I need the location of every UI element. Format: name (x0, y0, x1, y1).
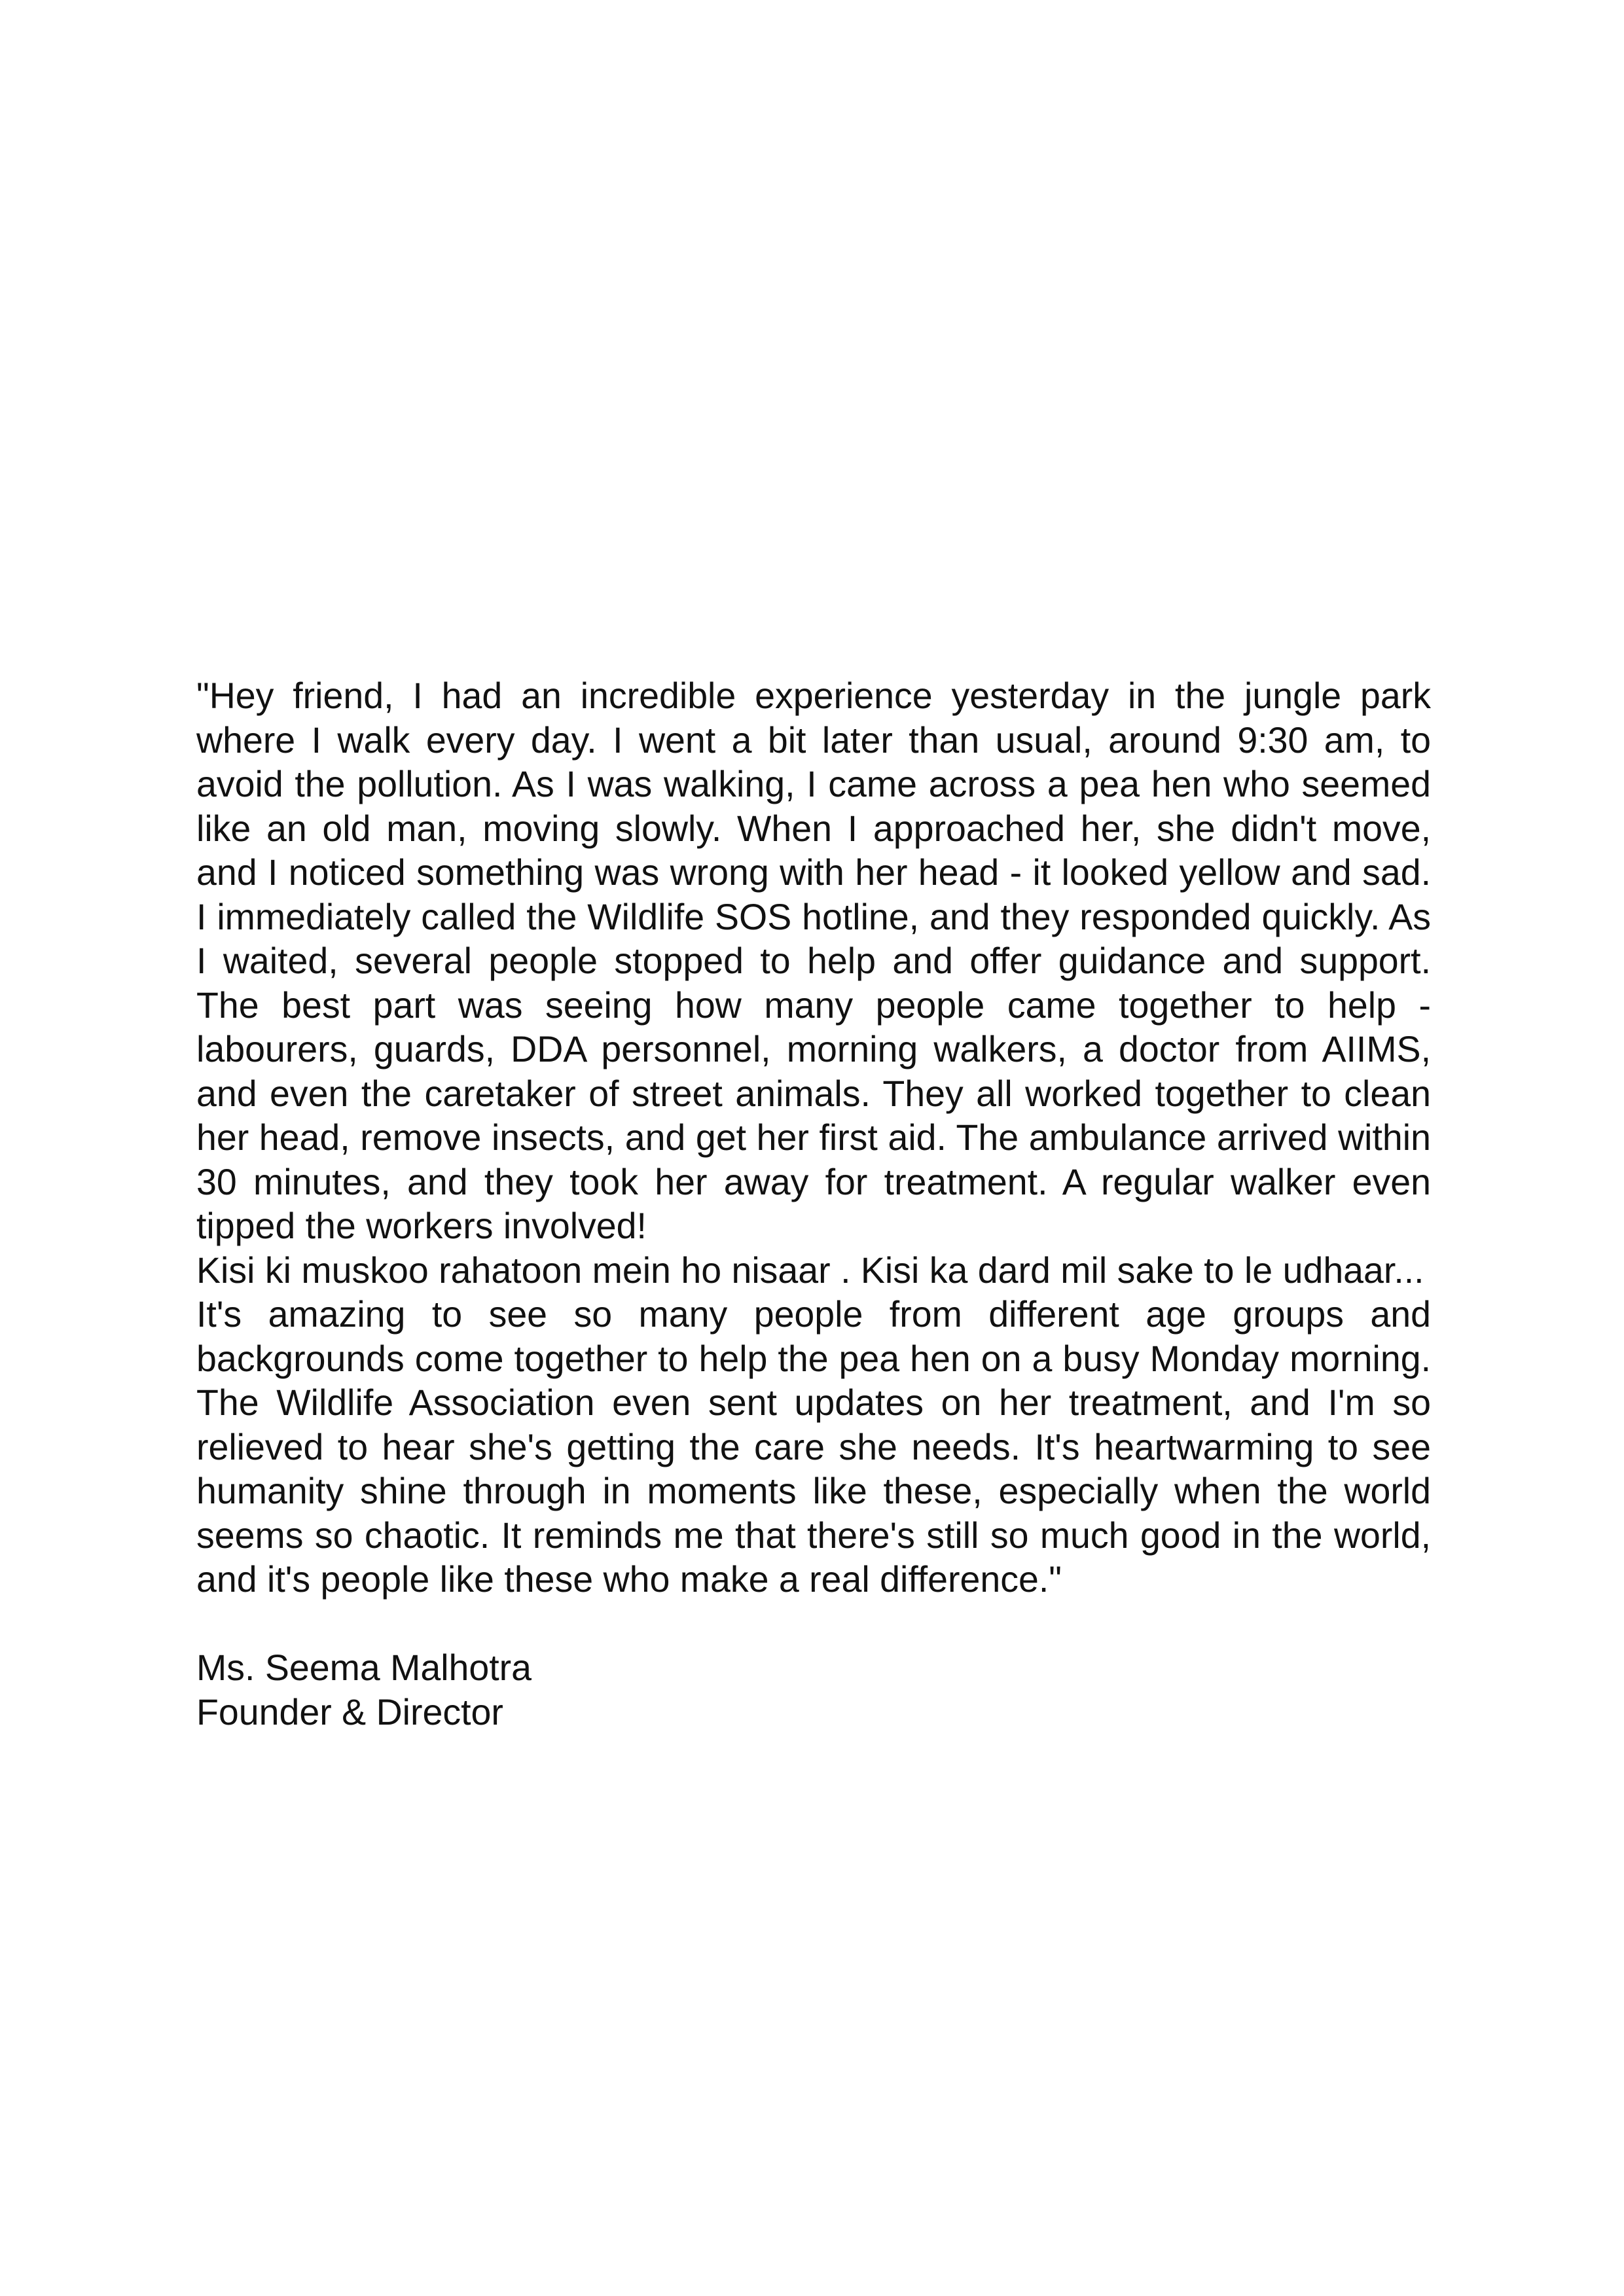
letter-paragraph-3: It's amazing to see so many people from different age groups and backgrounds come together to help the pea hen on a busy Monday morning. The Wildlife Association even sent updates on her treatment, and I'm so relieved to hear she's getting the care she needs. It's heartwarming to see humanity shine through in moments like these, especially when the world seems so chaotic. It reminds me that there's still so much good in the world, and it's people like these who make a real difference." (196, 1294, 1431, 1600)
letter-body (196, 674, 1431, 1734)
signature-title: Founder & Director (196, 1691, 503, 1732)
signature-block (196, 1646, 1431, 1734)
letter-paragraph-1: "Hey friend, I had an incredible experience yesterday in the jungle park where I walk every day. I went a bit later than usual, around 9:30 am, to avoid the pollution. As I was walking, I came across a pea hen who seemed like an old man, moving slowly. When I approached her, she didn't move, and I noticed something was wrong with her head - it looked yellow and sad. I immediately called the Wildlife SOS hotline, and they responded quickly. As I waited, several people stopped to help and offer guidance and support. The best part was seeing how many people came together to help - labourers, guards, DDA personnel, morning walkers, a doctor from AIIMS, and even the caretaker of street animals. They all worked together to clean her head, remove insects, and get her first aid. The ambulance arrived within 30 minutes, and they took her away for treatment. A regular walker even tipped the workers involved! (196, 675, 1431, 1246)
signature-name: Ms. Seema Malhotra (196, 1647, 532, 1688)
letter-paragraph-2: Kisi ki muskoo rahatoon mein ho nisaar . Kisi ka dard mil sake to le udhaar... (196, 1249, 1424, 1291)
